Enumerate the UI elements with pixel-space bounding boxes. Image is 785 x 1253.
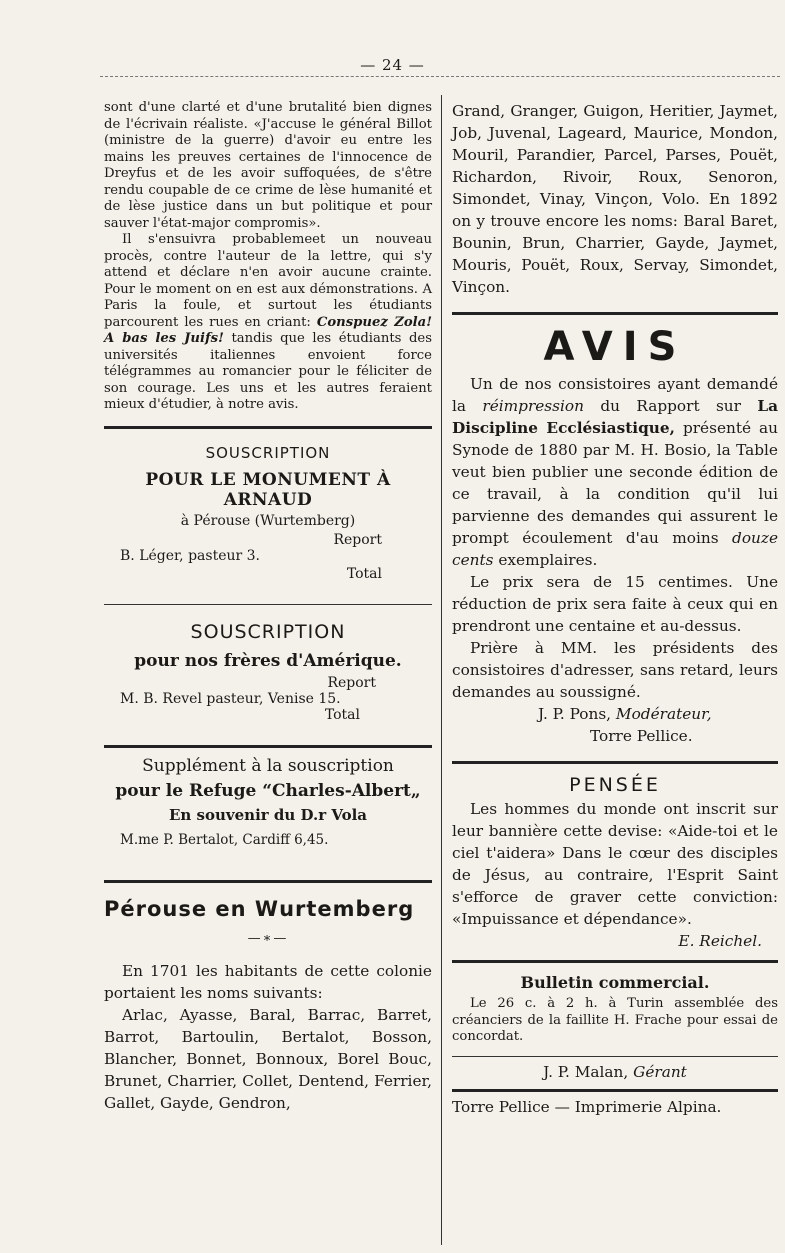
subscription-3-title: Supplément à la souscription [142, 755, 394, 776]
subscription-1-subtitle: POUR LE MONUMENT À ARNAUD [145, 469, 391, 510]
bulletin-text: Le 26 c. à 2 h. à Turin assemblée des créanciers de la faillite H. Frache pour essai de concordat. [452, 996, 778, 1044]
avis-paragraph-3: Prière à MM. les présidents des consistoires d'adresser, sans retard, leurs demandes au soussigné. [452, 639, 778, 701]
article-paragraph-2 [104, 232, 432, 414]
subscription-1-title: SOUSCRIPTION [205, 443, 331, 462]
article-paragraph-1: sont d'une clarté et d'une brutalité bien dignes de l'écrivain réaliste. «J'accuse le général Billot (ministre de la guerre) d'avoir eu entre les mains les preuves certaines de l'innocence de Dreyfus et de les avoir suffoquées, de s'être rendu coupable de ce crime de lèse humanité et de lèse justice dans un but politique et pour sauver l'état-major compromis». [104, 100, 432, 231]
subscription-3-entry: M.me P. Bertalot, Cardiff 6,45. [120, 831, 329, 848]
subscription-2-total: Total [324, 706, 360, 723]
subscription-2-subtitle: pour nos frères d'Amérique. [134, 650, 402, 671]
section-rule [452, 1056, 778, 1057]
subscription-3-memory: En souvenir du D.r Vola [168, 805, 368, 824]
avis-emphasis: douze cents [452, 529, 778, 569]
subscription-2-entry: M. B. Revel pasteur, Venise 15. [120, 690, 341, 707]
perouse-intro: En 1701 les habitants de cette colonie portaient les noms suivants: [104, 961, 432, 1002]
subscription-1-place: à Pérouse (Wurtemberg) [180, 512, 356, 529]
subscription-3-subtitle: pour le Refuge “Charles-Albert„ [115, 780, 421, 801]
avis-paragraph-1 [452, 373, 778, 571]
right-column [452, 100, 778, 1118]
pensee-author: E. Reichel. [678, 932, 762, 950]
avis-emphasis: réimpression [482, 397, 584, 415]
section-rule [104, 604, 432, 605]
avis-title: AVIS [543, 324, 687, 370]
article-text-end: tandis que les étudiants des universités italiennes envoient force télégrammes au romancier pour le féliciter de son courage. Les uns et les autres feraient mieux d'étudier, à notre avis. [104, 331, 433, 412]
names-continued: Grand, Granger, Guigon, Heritier, Jaymet, Job, Juvenal, Lageard, Maurice, Mondon, Mouril, Parandier, Parcel, Parses, Pouët, Richardon, Rivoir, Roux, Senoron, Simondet, Vinay, Vinçon, Volo. En 1892 on y trouve encore les noms: Baral Baret, Bounin, Brun, Charrier, Gayde, Jaymet, Mouris, Pouët, Roux, Servay, Simondet, Vinçon. [452, 102, 778, 296]
section-rule [452, 960, 778, 963]
avis-text: Un de nos consistoires ayant demandé la [452, 375, 778, 415]
section-rule [104, 745, 432, 748]
subscription-1-total: Total [346, 565, 382, 582]
section-rule [452, 1089, 778, 1092]
section-rule [104, 880, 432, 883]
column-divider [441, 95, 442, 1245]
gerant-line [452, 1061, 778, 1083]
page-number: — 24 — [360, 56, 425, 74]
top-rule [100, 76, 780, 77]
ornament: —∗— [247, 930, 289, 946]
gerant-name: J. P. Malan, [543, 1062, 629, 1081]
left-column [104, 100, 432, 1114]
pensee-text: Les hommes du monde ont inscrit sur leur bannière cette devise: «Aide-toi et le ciel t'aidera» Dans le cœur des disciples de Jésus, au contraire, l'Esprit Saint s'efforce de graver cette conviction: «Impuissance et dépendance». [452, 800, 778, 928]
avis-signature-role: Modérateur, [615, 705, 712, 723]
avis-doc-title: La Discipline Ecclésiastique, [452, 397, 779, 437]
imprint: Torre Pellice — Imprimerie Alpina. [452, 1097, 722, 1116]
avis-signature-name: J. P. Pons, [538, 705, 612, 723]
avis-text: du Rapport sur [583, 397, 758, 415]
article-text: Il s'ensuivra probablemeet un nouveau procès, contre l'auteur de la lettre, qui s'y attend et déclare n'en avoir aucune crainte. Pour le moment on en est aux démonstrations. A Paris la foule, et surtout les étudiants parcourent les rues en criant: [104, 232, 432, 330]
subscription-1-report: Report [333, 531, 382, 548]
perouse-names: Arlac, Ayasse, Baral, Barrac, Barret, Barrot, Bartoulin, Bertalot, Bosson, Blancher, Bonnet, Bonnoux, Borel Bouc, Brunet, Charrier, Collet, Dentend, Ferrier, Gallet, Gayde, Gendron, [104, 1005, 432, 1112]
avis-paragraph-2: Le prix sera de 15 centimes. Une réduction de prix sera faite à ceux qui en prendront une centaine et au-dessus. [452, 573, 778, 635]
subscription-2-report: Report [327, 674, 376, 691]
section-rule [104, 426, 432, 429]
avis-text: exemplaires. [493, 551, 598, 569]
section-rule [452, 761, 778, 764]
subscription-1-entry: B. Léger, pasteur 3. [120, 547, 260, 564]
bulletin-title: Bulletin commercial. [520, 973, 710, 992]
section-rule [452, 312, 778, 315]
perouse-title: Pérouse en Wurtemberg [104, 896, 415, 921]
article-quote: Conspuez Zola! A bas les Juifs! [104, 314, 432, 346]
gerant-role: Gérant [633, 1062, 687, 1081]
pensee-title: PENSÉE [569, 774, 661, 796]
avis-signature [452, 703, 778, 725]
avis-signature-place: Torre Pellice. [590, 727, 693, 745]
subscription-2-title: SOUSCRIPTION [190, 620, 346, 643]
avis-text: présenté au Synode de 1880 par M. H. Bosio, la Table veut bien publier une seconde édition de ce travail, à la condition qu'il lui parvienne des demandes qui assurent le prompt écoulement d'au moins [452, 419, 779, 547]
